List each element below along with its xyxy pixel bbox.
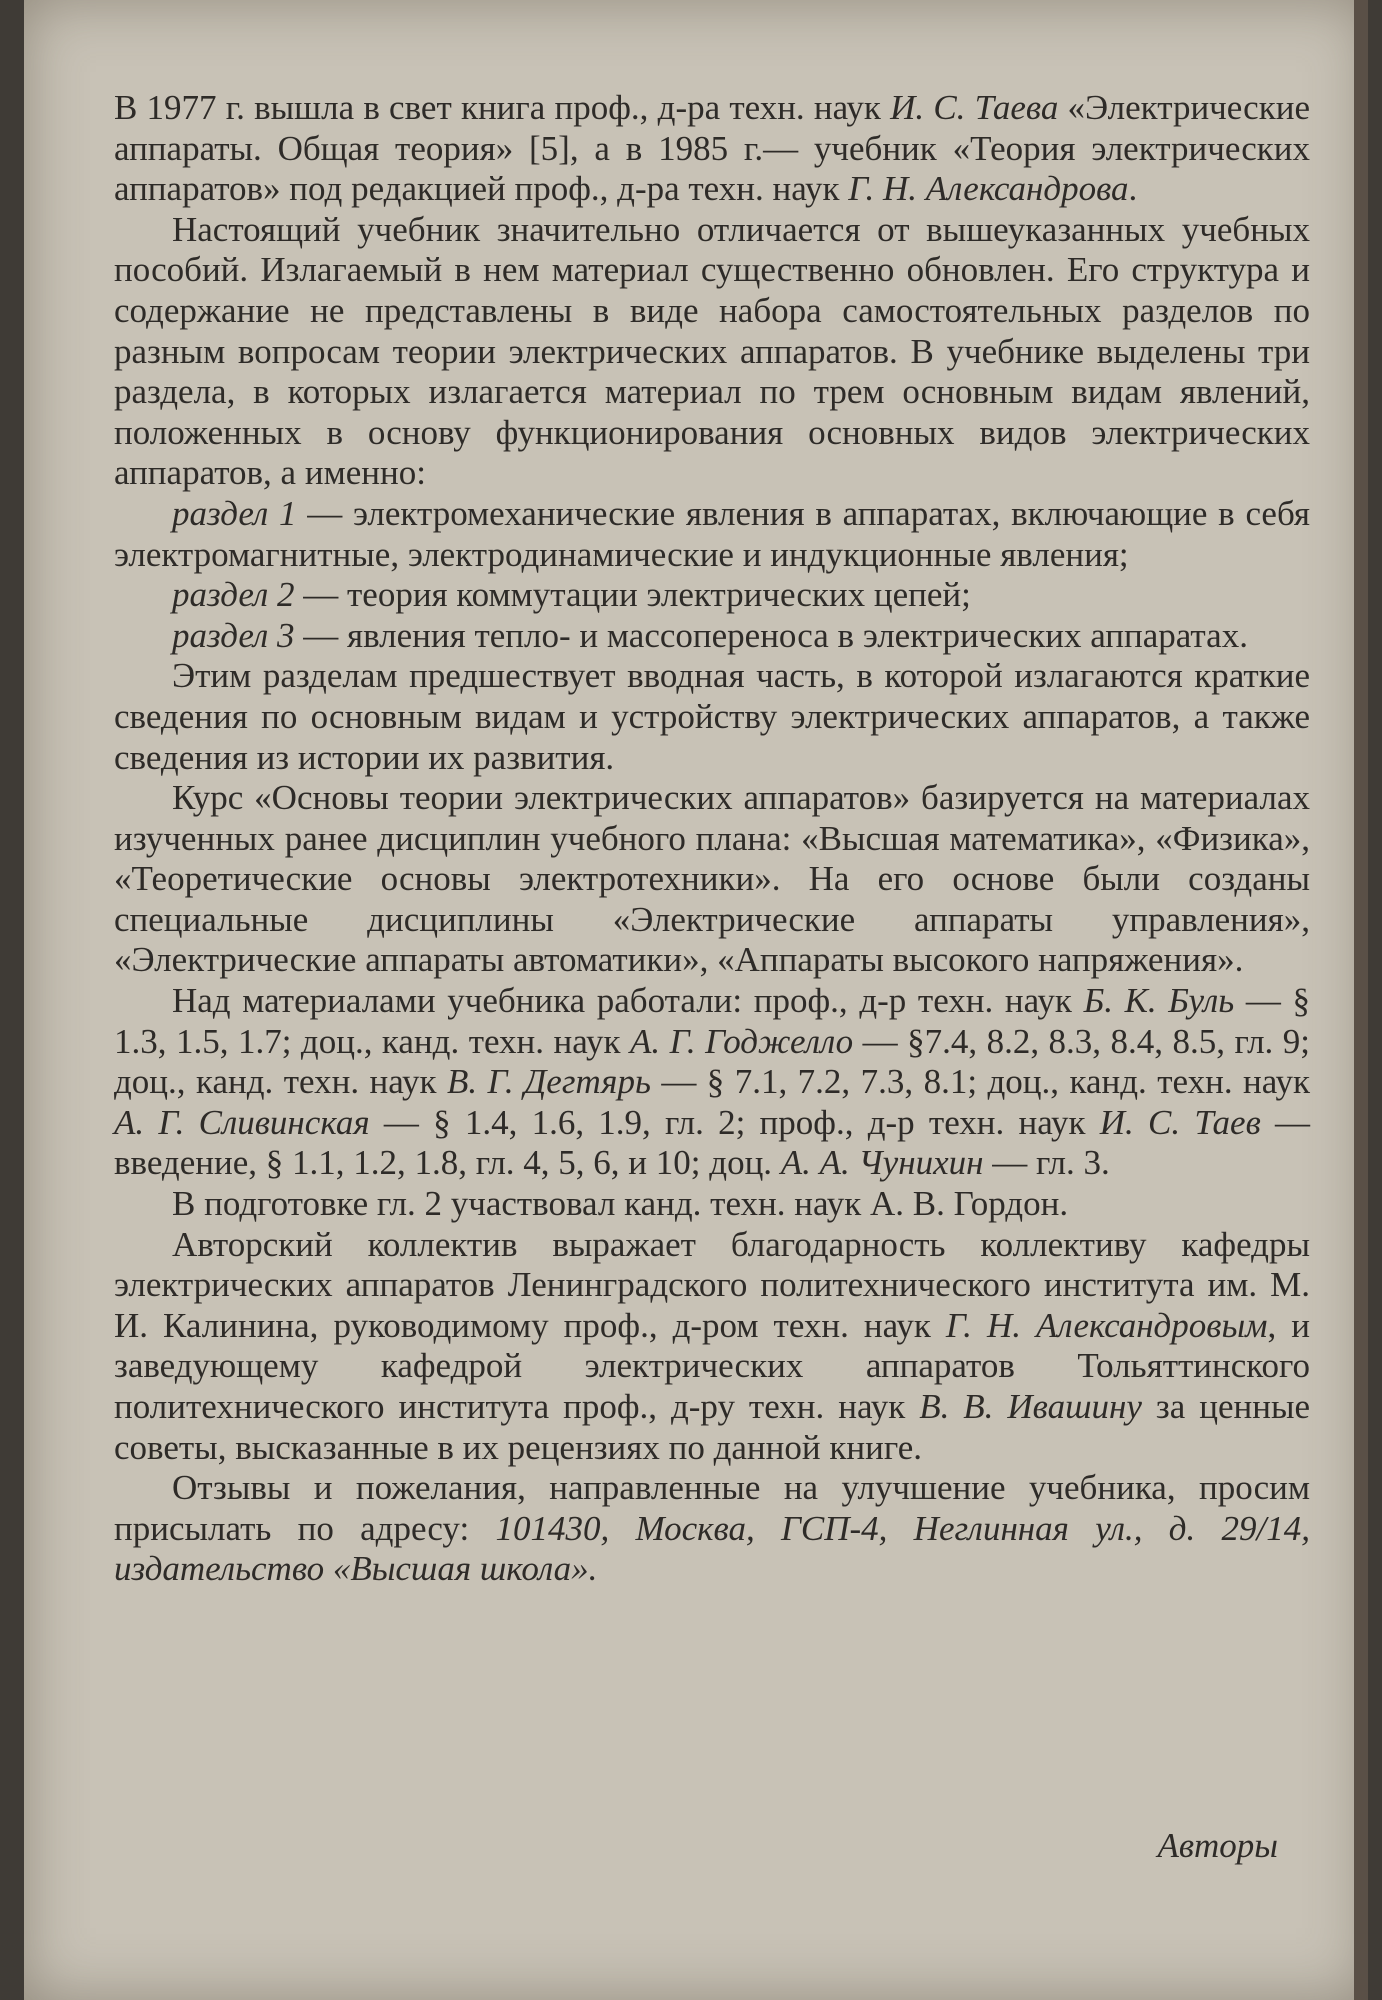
text-run: , и заведующему кафедрой электрических аппаратов Тольяттинского политехнического института проф., д-ру техн. наук [114, 1305, 1310, 1426]
paragraph-intro [114, 88, 1310, 210]
text-run: Отзывы и пожелания, направленные на улучшение учебника, просим присылать по адресу: [114, 1468, 1310, 1548]
body-text [114, 88, 1310, 1590]
author-name: А. Г. Годжелло [629, 1021, 854, 1061]
text-run: — § 7.1, 7.2, 7.3, 8.1; доц., канд. техн. наук [650, 1062, 1311, 1102]
author-name: И. С. Таева [890, 88, 1059, 127]
publisher-address: 101430, Москва, ГСП-4, Неглинная ул., д. 29/14, издательство «Высшая школа». [114, 1508, 1310, 1589]
paragraph-course: Курс «Основы теории электрических аппаратов» базируется на материалах изученных ранее дисциплин учебного плана: «Высшая математика», «Физика», «Теоретические основы электротехники». На его основе были созданы специальные дисциплины «Электрические аппараты управления», «Электрические аппараты автоматики», «Аппараты высокого напряжения». [114, 778, 1310, 980]
author-name: В. В. Ивашину [919, 1387, 1142, 1426]
paragraph-overview: Настоящий учебник значительно отличается от вышеуказанных учебных пособий. Излагаемый в нем материал существенно обновлен. Его структура и содержание не представлены в виде набора самостоятельных разделов по разным вопросам теории электрических аппаратов. В учебнике выделены три раздела, в которых излагается материал по трем основным видам явлений, положенных в основу функционирования основных видов электрических аппаратов, а именно: [114, 209, 1310, 493]
text-run: — теория коммутации электрических цепей; [294, 575, 971, 615]
text-run: — § 1.4, 1.6, 1.9, гл. 2; проф., д-р техн. наук [369, 1102, 1100, 1142]
section-1-item [114, 494, 1310, 575]
paragraph-intro-part: Этим разделам предшествует вводная часть, в которой излагаются краткие сведения по основным видам и устройству электрических аппаратов, а также сведения из истории их развития. [114, 656, 1310, 777]
text-run: — §7.4, 8.2, 8.3, 8.4, 8.5, гл. 9; доц., канд. техн. наук [114, 1021, 1310, 1102]
text-run: . [1128, 169, 1138, 209]
text-run: — электромеханические явления в аппаратах, включающие в себя электромагнитные, электродинамические и индукционные явления; [114, 493, 1310, 574]
text-run: — введение, § 1.1, 1.2, 1.8, гл. 4, 5, 6, и 10; доц. [114, 1102, 1311, 1183]
signature: Авторы [1157, 1826, 1278, 1865]
text-run: — гл. 3. [983, 1143, 1110, 1183]
text-run: В 1977 г. вышла в свет книга проф., д-ра техн. наук [114, 88, 891, 127]
author-name: Б. К. Буль [1083, 981, 1235, 1021]
book-page [24, 0, 1368, 2000]
section-3-item [114, 616, 1310, 657]
section-label: раздел 2 [172, 575, 295, 615]
section-label: раздел 1 [172, 493, 297, 533]
paragraph-preparation: В подготовке гл. 2 участвовал канд. техн. наук А. В. Гордон. [172, 1184, 1069, 1224]
paragraph-contributors [114, 981, 1310, 1184]
text-run: за ценные советы, высказанные в их рецензиях по данной книге. [114, 1387, 1310, 1467]
author-name: Г. Н. Александрова [848, 169, 1129, 209]
section-2-item [114, 575, 1310, 616]
paragraph-address [114, 1468, 1310, 1590]
text-run: — явления тепло- и массопереноса в электрических аппаратах. [294, 615, 1248, 655]
text-run: Авторский коллектив выражает благодарность коллективу кафедры электрических аппаратов Ленинградского политехнического института им. М. И. Калинина, руководимому проф., д-ром техн. наук [114, 1224, 1310, 1345]
author-name: А. Г. Сливинская [114, 1102, 370, 1142]
text-run: Над материалами учебника работали: проф., д-р техн. наук [172, 981, 1084, 1021]
author-name: А. А. Чунихин [780, 1143, 984, 1183]
page-edge [1354, 0, 1368, 2000]
author-name: И. С. Таев [1099, 1102, 1261, 1142]
text-run: «Электрические аппараты. Общая теория» [5], а в 1985 г.— учебник «Теория электрических аппаратов» под редакцией проф., д-ра техн. наук [114, 88, 1310, 209]
paragraph-thanks [114, 1225, 1310, 1469]
text-run: — § 1.3, 1.5, 1.7; доц., канд. техн. наук [114, 981, 1311, 1061]
section-label: раздел 3 [172, 615, 295, 655]
author-name: В. Г. Дегтярь [446, 1062, 651, 1102]
author-name: Г. Н. Александровым [945, 1305, 1268, 1345]
